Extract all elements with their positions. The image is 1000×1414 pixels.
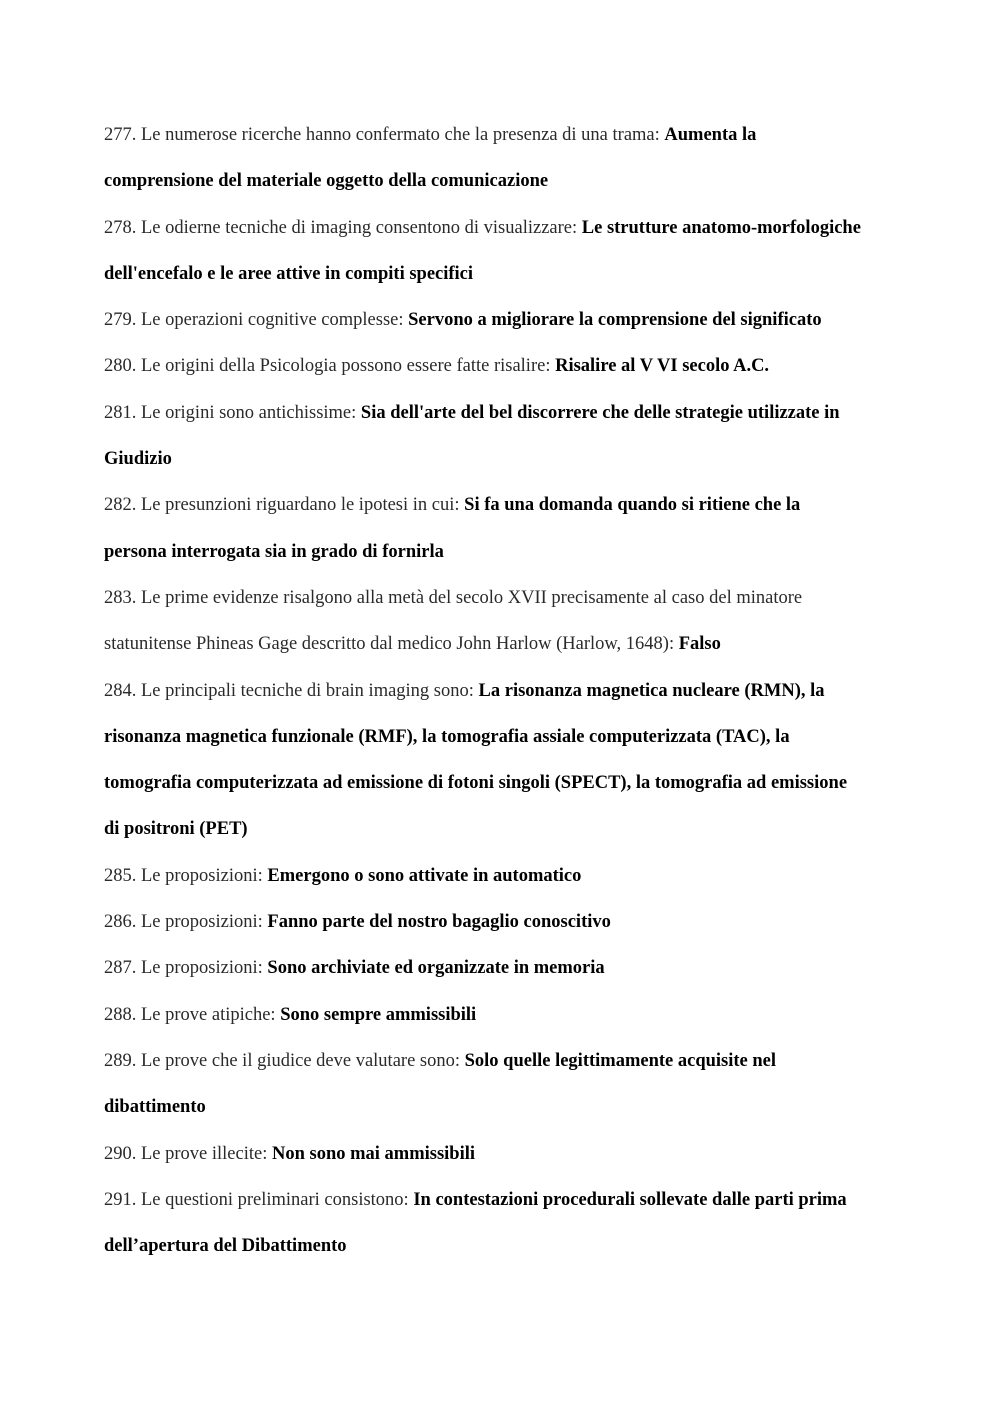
qa-item-287 [104,945,864,991]
question-text: 278. Le odierne tecniche di imaging consentono di visualizzare: [104,217,582,238]
question-text: 277. Le numerose ricerche hanno confermato che la presenza di una trama: [104,125,665,145]
answer-text: In contestazioni procedurali sollevate dalle parti prima dell’apertura del Dibattimento [104,1189,847,1257]
question-text: 288. Le prove atipiche: [104,1004,281,1025]
question-text: 289. Le prove che il giudice deve valutare sono: [104,1050,465,1071]
answer-text: Aumenta la comprensione del materiale oggetto della comunicazione [104,125,757,192]
question-text: 280. Le origini della Psicologia possono essere fatte risalire: [104,356,556,377]
answer-text: Non sono mai ammissibili [271,1143,476,1164]
question-text: 282. Le presunzioni riguardano le ipotesi in cui: [104,495,465,516]
question-text: 285. Le proposizioni: [104,865,268,886]
document-page [104,112,864,1269]
answer-text: La risonanza magnetica nucleare (RMN), la risonanza magnetica funzionale (RMF), la tomografia assiale computerizzata (TAC), la tomografia computerizzata ad emissione di fotoni singoli (SPECT), la tomografia ad emissione di positroni (PET) [104,680,848,840]
qa-item-278 [104,205,864,298]
answer-text: Falso [678,634,721,655]
answer-text: Sia dell'arte del bel discorrere che delle strategie utilizzate in Giudizio [104,402,840,470]
answer-text: Le strutture anatomo-morfologiche dell'encefalo e le aree attive in compiti specifici [104,217,861,284]
qa-item-290 [104,1131,864,1177]
answer-text: Si fa una domanda quando si ritiene che la persona interrogata sia in grado di fornirla [104,495,801,562]
question-text: 291. Le questioni preliminari consistono: [104,1189,414,1210]
qa-item-286 [104,899,864,945]
qa-item-283 [104,575,864,668]
question-text: 283. Le prime evidenze risalgono alla metà del secolo XVII precisamente al caso del minatore statunitense Phineas Gage descritto dal medico John Harlow (Harlow, 1648): [104,587,803,655]
qa-item-291 [104,1177,864,1270]
qa-item-288 [104,992,864,1038]
qa-item-277 [104,112,864,205]
question-text: 287. Le proposizioni: [104,958,268,979]
answer-text: Sono sempre ammissibili [280,1004,477,1025]
answer-text: Sono archiviate ed organizzate in memoria [267,958,605,979]
question-text: 286. Le proposizioni: [104,912,268,933]
answer-text: Fanno parte del nostro bagaglio conoscitivo [267,912,611,933]
qa-item-279 [104,297,864,343]
question-text: 290. Le prove illecite: [104,1143,272,1164]
answer-text: Risalire al V VI secolo A.C. [555,356,770,377]
qa-item-284 [104,668,864,853]
answer-text: Solo quelle legittimamente acquisite nel dibattimento [104,1050,777,1118]
qa-item-281 [104,390,864,483]
question-text: 284. Le principali tecniche di brain imaging sono: [104,680,479,701]
answer-text: Emergono o sono attivate in automatico [267,865,582,886]
question-text: 279. Le operazioni cognitive complesse: [104,310,409,331]
answer-text: Servono a migliorare la comprensione del significato [408,310,822,331]
qa-item-285 [104,853,864,899]
qa-item-289 [104,1038,864,1131]
qa-item-280 [104,343,864,389]
question-text: 281. Le origini sono antichissime: [104,402,361,423]
qa-item-282 [104,482,864,575]
